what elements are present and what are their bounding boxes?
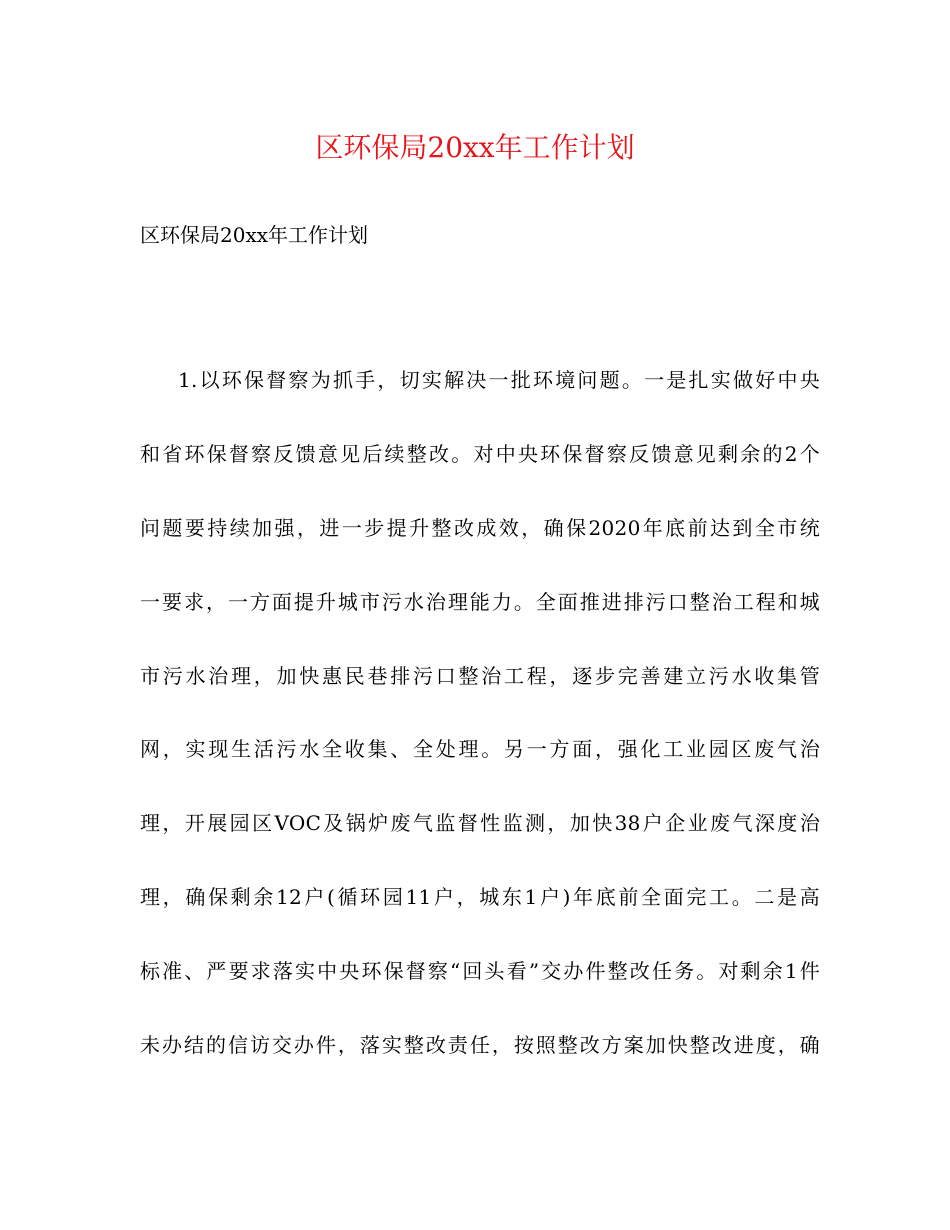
document-body [140,363,820,1102]
document-title: 区环保局20xx年工作计划 [315,131,635,164]
body-line: 市污水治理，加快惠民巷排污口整治工程，逐步完善建立污水收集管 [140,663,820,688]
document-subtitle: 区环保局20xx年工作计划 [140,223,369,247]
body-line: 理，确保剩余12户(循环园11户，城东1户)年底前全面完工。二是高 [140,885,820,910]
body-line: 问题要持续加强，进一步提升整改成效，确保2020年底前达到全市统 [140,515,820,540]
body-line: 1.以环保督察为抓手，切实解决一批环境问题。一是扎实做好中央 [178,368,820,392]
body-line: 未办结的信访交办件，落实整改责任，按照整改方案加快整改进度，确 [140,1033,820,1058]
body-line: 理，开展园区VOC及锅炉废气监督性监测，加快38户企业废气深度治 [140,811,820,836]
body-line: 一要求，一方面提升城市污水治理能力。全面推进排污口整治工程和城 [140,589,820,614]
body-line: 网，实现生活污水全收集、全处理。另一方面，强化工业园区废气治 [140,737,820,762]
body-line: 和省环保督察反馈意见后续整改。对中央环保督察反馈意见剩余的2个 [140,441,820,466]
body-line: 标准、严要求落实中央环保督察“回头看”交办件整改任务。对剩余1件 [140,959,820,984]
